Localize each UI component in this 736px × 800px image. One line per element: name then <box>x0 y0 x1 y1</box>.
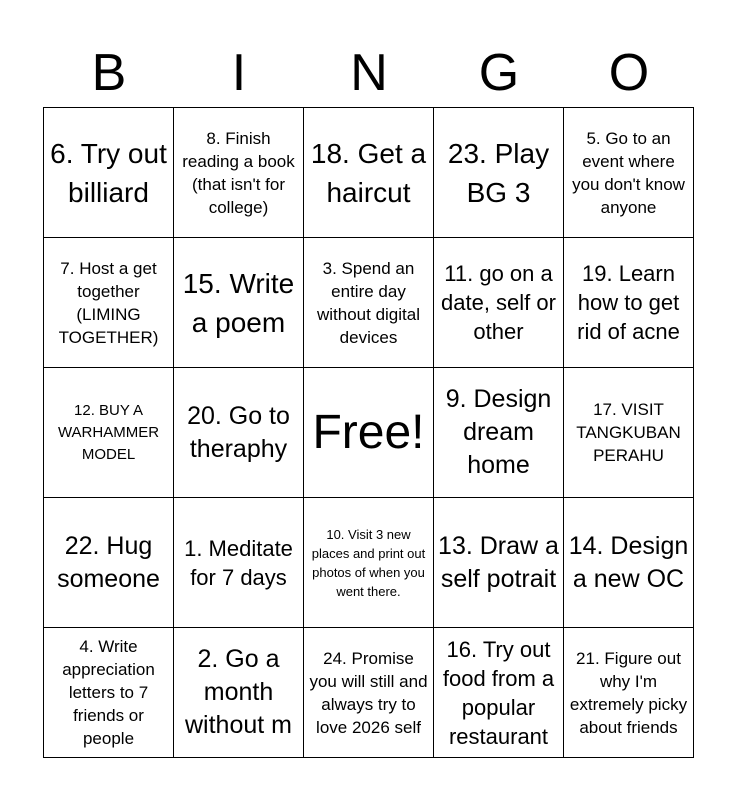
header-letter-n: N <box>350 44 388 102</box>
bingo-cell[interactable]: 16. Try out food from a popular restaurant <box>434 628 564 758</box>
bingo-header <box>44 40 694 106</box>
bingo-cell[interactable]: 21. Figure out why I'm extremely picky about friends <box>564 628 694 758</box>
bingo-cell[interactable]: 17. VISIT TANGKUBAN PERAHU <box>564 368 694 498</box>
bingo-cell[interactable]: 5. Go to an event where you don't know anyone <box>564 108 694 238</box>
header-letter-i: I <box>231 44 247 102</box>
bingo-cell[interactable]: 7. Host a get together (LIMING TOGETHER) <box>44 238 174 368</box>
bingo-cell[interactable]: 15. Write a poem <box>174 238 304 368</box>
header-letter-g: G <box>478 44 520 102</box>
header-letter-o: O <box>608 44 650 102</box>
bingo-cell[interactable]: 20. Go to theraphy <box>174 368 304 498</box>
bingo-cell[interactable]: 14. Design a new OC <box>564 498 694 628</box>
bingo-cell[interactable]: 8. Finish reading a book (that isn't for college) <box>174 108 304 238</box>
bingo-cell[interactable]: 22. Hug someone <box>44 498 174 628</box>
bingo-cell[interactable]: 13. Draw a self potrait <box>434 498 564 628</box>
bingo-cell[interactable]: 12. BUY A WARHAMMER MODEL <box>44 368 174 498</box>
bingo-cell[interactable]: 1. Meditate for 7 days <box>174 498 304 628</box>
free-space-cell[interactable] <box>304 368 434 498</box>
bingo-cell[interactable]: 24. Promise you will still and always try to love 2026 self <box>304 628 434 758</box>
bingo-cell[interactable]: 19. Learn how to get rid of acne <box>564 238 694 368</box>
bingo-cell[interactable]: 4. Write appreciation letters to 7 friends or people <box>44 628 174 758</box>
header-letter-b: B <box>91 44 127 102</box>
bingo-cell[interactable]: 23. Play BG 3 <box>434 108 564 238</box>
bingo-cell[interactable]: 18. Get a haircut <box>304 108 434 238</box>
bingo-cell[interactable]: 10. Visit 3 new places and print out photos of when you went there. <box>304 498 434 628</box>
bingo-cell[interactable]: 3. Spend an entire day without digital devices <box>304 238 434 368</box>
bingo-cell[interactable]: 6. Try out billiard <box>44 108 174 238</box>
free-space-label: Free! <box>312 405 425 459</box>
bingo-cell[interactable]: 11. go on a date, self or other <box>434 238 564 368</box>
bingo-cell[interactable]: 9. Design dream home <box>434 368 564 498</box>
bingo-board <box>43 107 694 758</box>
bingo-cell[interactable]: 2. Go a month without m <box>174 628 304 758</box>
